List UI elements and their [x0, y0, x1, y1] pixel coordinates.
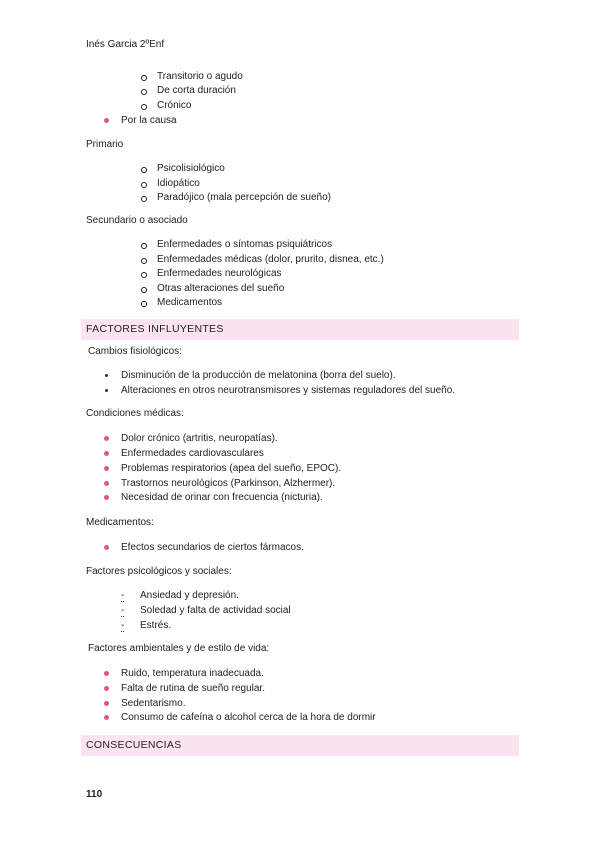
group-title: Medicamentos: [86, 517, 154, 528]
small-bullet-icon [105, 374, 108, 377]
list-item: Enfermedades médicas (dolor, prurito, disnea, etc.) [157, 254, 384, 265]
list-item: De corta duración [157, 85, 236, 96]
list-item: Consumo de cafeína o alcohol cerca de la hora de dormir [121, 712, 376, 723]
list-item: Ansiedad y depresión. [140, 590, 239, 601]
list-item: Problemas respiratorios (apea del sueño, EPOC). [121, 463, 342, 474]
circle-bullet-icon [141, 287, 147, 293]
circle-bullet-icon [141, 243, 147, 249]
group-title: Factores psicológicos y sociales: [86, 566, 232, 577]
circle-bullet-icon [141, 258, 147, 264]
list-item: Transitorio o agudo [157, 71, 243, 82]
section-heading: FACTORES INFLUYENTES [86, 323, 224, 335]
list-item: Enfermedades neurológicas [157, 268, 282, 279]
circle-bullet-icon [141, 104, 147, 110]
pink-bullet-icon [104, 701, 109, 706]
pink-bullet-icon [104, 715, 109, 720]
list-item: Enfermedades o síntomas psiquiátricos [157, 239, 333, 250]
pink-bullet-icon [104, 671, 109, 676]
dash-bullet-icon: - [121, 605, 125, 616]
section-subtitle: Secundario o asociado [86, 215, 188, 226]
section-subtitle: Primario [86, 139, 124, 150]
group-title: Factores ambientales y de estilo de vida: [88, 643, 270, 654]
circle-bullet-icon [141, 182, 147, 188]
list-item: Crónico [157, 100, 192, 111]
circle-bullet-icon [141, 272, 147, 278]
list-item: Ruido, temperatura inadecuada. [121, 668, 264, 679]
list-item: Enfermedades cardiovasculares [121, 448, 264, 459]
list-item: Sedentarismo. [121, 698, 186, 709]
list-item: Efectos secundarios de ciertos fármacos. [121, 542, 304, 553]
list-item: Dolor crónico (artritis, neuropatías). [121, 433, 278, 444]
list-item: Soledad y falta de actividad social [140, 605, 291, 616]
dash-bullet-icon: - [121, 590, 125, 601]
list-item: Psicolisiológico [157, 163, 225, 174]
small-bullet-icon [105, 389, 108, 392]
header-author: Inés Garcia 2ºEnf [86, 39, 165, 50]
pink-bullet-icon [104, 495, 109, 500]
page-number: 110 [86, 789, 103, 800]
section-heading-band [81, 319, 519, 340]
circle-bullet-icon [141, 75, 147, 81]
list-item: Disminución de la producción de melatonina (borra del suelo). [121, 370, 396, 381]
list-item: Idiopático [157, 178, 200, 189]
pink-bullet-icon [104, 466, 109, 471]
circle-bullet-icon [141, 196, 147, 202]
list-item: Falta de rutina de sueño regular. [121, 683, 265, 694]
pink-bullet-icon [104, 118, 109, 123]
list-item: Otras alteraciones del sueño [157, 283, 285, 294]
list-item: Trastornos neurológicos (Parkinson, Alzhermer). [121, 478, 336, 489]
section-heading: CONSECUENCIAS [86, 739, 182, 751]
circle-bullet-icon [141, 301, 147, 307]
group-title: Cambios fisiológicos: [88, 346, 182, 357]
circle-bullet-icon [141, 89, 147, 95]
list-item: Alteraciones en otros neurotransmisores y sistemas reguladores del sueño. [121, 385, 456, 396]
pink-bullet-icon [104, 686, 109, 691]
list-item: Paradójico (mala percepción de sueño) [157, 192, 331, 203]
dash-bullet-icon: - [121, 620, 125, 631]
list-item: Estrés. [140, 620, 172, 631]
pink-bullet-icon [104, 545, 109, 550]
pink-bullet-icon [104, 481, 109, 486]
section-heading-band [81, 735, 519, 756]
pink-bullet-icon [104, 451, 109, 456]
pink-bullet-icon [104, 436, 109, 441]
list-item: Medicamentos [157, 297, 223, 308]
group-title: Condiciones médicas: [86, 408, 184, 419]
circle-bullet-icon [141, 167, 147, 173]
list-item: Por la causa [121, 115, 177, 126]
list-item: Necesidad de orinar con frecuencia (nicturia). [121, 492, 323, 503]
